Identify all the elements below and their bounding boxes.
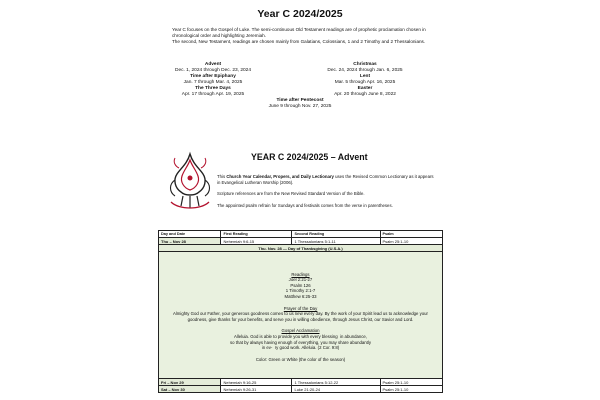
season-christmas [300,62,430,74]
row-date: Sat – Nov 30 [159,386,221,393]
lectionary-table [158,230,443,393]
festival-band: Thu. Nov. 28 — Day of Thanksgiving (U.S.A.) [159,245,443,252]
row-first-reading: Nehemiah 9:16-25 [221,379,292,386]
season-name: Easter [357,86,373,91]
table-row [159,238,443,245]
season-easter [300,86,430,98]
lectionary-note-bold: Church Year Calendar, Propers, and Daily Lectionary [226,174,334,179]
prayer-heading: Prayer of the Day [283,305,318,311]
season-dates: Apr. 17 through Apr. 19, 2025 [181,91,245,97]
table-row [159,386,443,393]
lectionary-note-end: uses the Revised Common Lectionary as it appears in Evangelical Lutheran Worship (2006). [217,174,434,185]
header-day-date: Day and Date [159,231,221,238]
acclamation-line: so that by always having enough of everything, you may share abundantly [230,339,371,345]
season-advent [148,62,278,74]
season-name: Time after Pentecost [276,98,324,103]
festival-band-row [159,245,443,252]
season-epiphany [148,74,278,86]
season-lent [300,74,430,86]
row-psalm: Psalm 25:1-10 [380,386,443,393]
psalm-note: The appointed psalm refrain for Sundays and festivals comes from the verse in parentheses. [217,203,393,208]
header-second-reading: Second Reading [292,231,380,238]
row-psalm: Psalm 25:1-10 [380,379,443,386]
season-dates: Mar. 5 through Apr. 16, 2025 [334,79,396,85]
season-three-days [148,86,278,98]
reading-item: Matthew 6:25-33 [284,294,317,300]
lectionary-note-start: This [217,174,227,179]
reading-item: Psalm 126 [290,282,311,288]
row-psalm: Psalm 25:1-10 [380,238,443,245]
season-dates: June 9 through Nov. 27, 2025 [268,103,332,109]
season-dates: Apr. 20 through June 8, 2022 [334,91,396,97]
season-dates: Jan. 7 through Mar. 4, 2025 [183,79,243,85]
acclamation-line: in ev- ry good work. Alleluia. (2 Cor. 9:8) [261,345,340,351]
advent-title: YEAR C 2024/2025 – Advent [251,152,368,162]
season-dates: Dec. 24, 2024 through Jan. 6, 2025 [327,67,403,73]
row-second-reading: 1 Thessalonians 5:12-22 [292,379,380,386]
prayer-text: Almighty God our Father, your generous goodness comes to us new every day. By the work of your Spirit lead us to acknowledge your goodness, give thanks for your benefits, and serve you in willing obedience, through Jesus Christ, our Savior and Lord. [172,311,428,322]
intro-paragraph-1: Year C focuses on the Gospel of Luke. The semi-continuous Old Testament readings are of prophetic proclamation chosen in chronological order and highlighting Jeremiah. [172,27,426,39]
row-date: Fri – Nov 29 [159,379,221,386]
row-first-reading: Nehemiah 9:6-15 [221,238,292,245]
acclamation-heading: Gospel Acclamation [281,328,320,334]
season-name: Christmas [353,62,377,67]
row-second-reading: Luke 21:20-24 [292,386,380,393]
season-dates: Dec. 1, 2024 through Dec. 23, 2024 [174,67,251,73]
row-second-reading: 1 Thessalonians 5:1-11 [292,238,380,245]
header-psalm: Psalm [380,231,443,238]
acclamation-line: Alleluia. God is able to provide you with every blessing in abundance, [233,333,368,339]
season-name: Time after Epiphany [190,74,236,79]
season-name: The Three Days [195,86,231,91]
liturgical-color: Color: Green or White (the color of the season) [255,356,346,362]
readings-heading: Readings [291,271,310,277]
page-title: Year C 2024/2025 [257,8,343,20]
header-first-reading: First Reading [221,231,292,238]
row-first-reading: Nehemiah 9:26-31 [221,386,292,393]
festival-propers [159,252,443,379]
reading-item: Joel 2:21-27 [288,277,313,283]
scripture-note: Scripture references are from the New Revised Standard Version of the Bible. [217,191,365,196]
reading-item: 1 Timothy 2:1-7 [285,288,316,294]
advent-wreath-logo-icon [165,150,215,212]
season-name: Advent [204,62,222,67]
table-header-row [159,231,443,238]
festival-propers-row [159,252,443,379]
season-name: Lent [359,74,371,79]
advent-page [155,142,445,400]
table-row [159,379,443,386]
lectionary-note [217,174,437,185]
intro-paragraph-2: The second, New Testament, readings are chosen mainly from Galatians, Colossians, 1 and 2 Timothy and 2 Thessalonians. [172,39,426,45]
row-date: Thu – Nov 28 [159,238,221,245]
intro-text [172,27,434,45]
season-pentecost [235,98,365,110]
